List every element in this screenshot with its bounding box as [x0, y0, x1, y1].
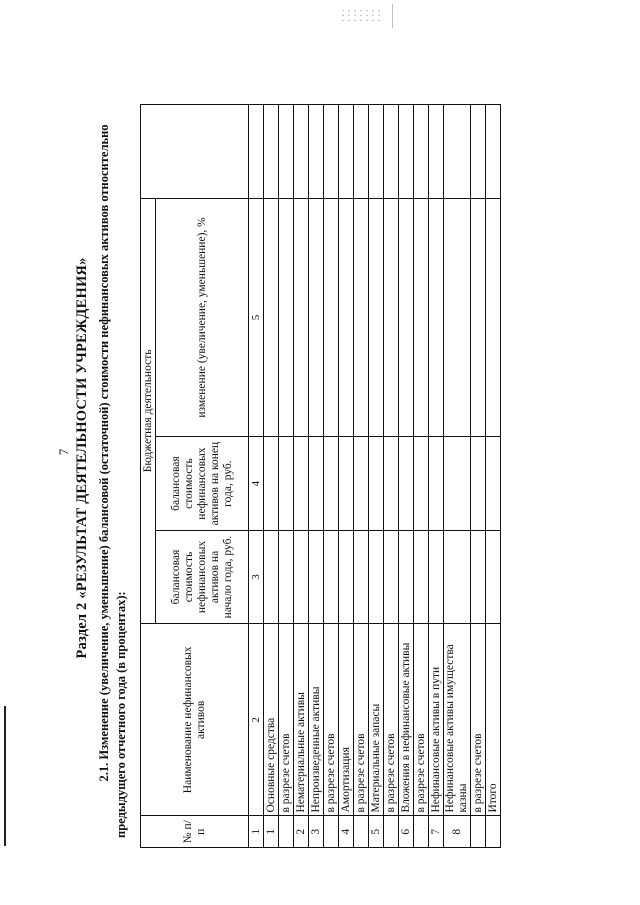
table-row [399, 105, 414, 848]
row-asset-name: в разрезе счетов [324, 624, 339, 816]
row-asset-name: в разрезе счетов [354, 624, 369, 816]
row-end-value [279, 437, 294, 530]
table-row [309, 105, 324, 848]
row-blank [399, 105, 414, 199]
row-change-percent [399, 198, 414, 437]
column-number: 3 [249, 530, 264, 623]
table-row [354, 105, 369, 848]
row-asset-name: Итого [486, 624, 501, 816]
row-start-value [339, 530, 354, 623]
row-blank [384, 105, 399, 199]
header-row-group [141, 105, 156, 848]
row-change-percent [429, 198, 444, 437]
table-row [264, 105, 279, 848]
table-row [369, 105, 384, 848]
header-start-value: балансовая стоимость нефинансовых активов на начало года, руб. [156, 530, 249, 623]
row-change-percent [294, 198, 309, 437]
row-blank [444, 105, 471, 199]
column-number-row [249, 105, 264, 848]
header-name: Наименование нефинансовых активов [141, 624, 249, 816]
row-start-value [294, 530, 309, 623]
row-asset-name: Основные средства [264, 624, 279, 816]
row-start-value [486, 530, 501, 623]
row-change-percent [339, 198, 354, 437]
header-budget-activity: Бюджетная деятельность [141, 198, 156, 624]
row-asset-name: Непроизведенные активы [309, 624, 324, 816]
row-number: 6 [399, 816, 414, 848]
row-start-value [444, 530, 471, 623]
row-number [324, 816, 339, 848]
row-end-value [414, 437, 429, 530]
row-blank [369, 105, 384, 199]
row-end-value [309, 437, 324, 530]
table-row [339, 105, 354, 848]
column-number: 1 [249, 816, 264, 848]
table-row [486, 105, 501, 848]
row-asset-name: в разрезе счетов [279, 624, 294, 816]
row-number: 2 [294, 816, 309, 848]
table-row [414, 105, 429, 848]
column-number-blank [249, 105, 264, 199]
row-blank [354, 105, 369, 199]
row-blank [414, 105, 429, 199]
row-blank [264, 105, 279, 199]
row-blank [324, 105, 339, 199]
row-start-value [309, 530, 324, 623]
row-number [384, 816, 399, 848]
row-asset-name: Нефинансовые активы имущества казны [444, 624, 471, 816]
row-number: 8 [444, 816, 471, 848]
table-row [279, 105, 294, 848]
row-blank [294, 105, 309, 199]
row-start-value [471, 530, 486, 623]
column-number: 4 [249, 437, 264, 530]
row-number [471, 816, 486, 848]
header-change-percent: изменение (увеличение, уменьшение), % [156, 198, 249, 437]
row-change-percent [369, 198, 384, 437]
row-number [414, 816, 429, 848]
row-change-percent [354, 198, 369, 437]
row-number: 5 [369, 816, 384, 848]
row-change-percent [264, 198, 279, 437]
header-end-value: балансовая стоимость нефинансовых активов на конец года, руб. [156, 437, 249, 530]
scan-noise-tick [392, 4, 393, 28]
row-asset-name: в разрезе счетов [414, 624, 429, 816]
row-end-value [429, 437, 444, 530]
row-number [486, 816, 501, 848]
row-end-value [444, 437, 471, 530]
row-blank [471, 105, 486, 199]
row-number: 3 [309, 816, 324, 848]
row-asset-name: Нематериальные активы [294, 624, 309, 816]
row-end-value [264, 437, 279, 530]
header-no: № п/п [141, 816, 249, 848]
row-start-value [429, 530, 444, 623]
assets-table [140, 104, 501, 848]
row-asset-name: в разрезе счетов [471, 624, 486, 816]
table-row [444, 105, 471, 848]
header-blank [141, 105, 249, 199]
row-number: 4 [339, 816, 354, 848]
row-end-value [369, 437, 384, 530]
row-blank [279, 105, 294, 199]
table-row [324, 105, 339, 848]
subsection-title-line1: 2.1. Изменение (увеличение, уменьшение) балансовой (остаточной) стоимости нефинансовых активов относительно [97, 124, 111, 782]
row-end-value [399, 437, 414, 530]
column-number: 2 [249, 624, 264, 816]
row-start-value [399, 530, 414, 623]
table-row [384, 105, 399, 848]
row-blank [486, 105, 501, 199]
subsection-title-line2: предыдущего отчетного года (в процентах): [114, 591, 128, 838]
row-end-value [384, 437, 399, 530]
table-row [471, 105, 486, 848]
page-number: 7 [56, 448, 71, 456]
row-blank [339, 105, 354, 199]
row-number: 1 [264, 816, 279, 848]
row-start-value [384, 530, 399, 623]
row-number: 7 [429, 816, 444, 848]
row-asset-name: Материальные запасы [369, 624, 384, 816]
table-row [429, 105, 444, 848]
row-change-percent [279, 198, 294, 437]
row-start-value [369, 530, 384, 623]
row-start-value [324, 530, 339, 623]
row-number [279, 816, 294, 848]
row-end-value [339, 437, 354, 530]
row-blank [429, 105, 444, 199]
row-start-value [264, 530, 279, 623]
row-end-value [471, 437, 486, 530]
row-asset-name: Амортизация [339, 624, 354, 816]
scan-noise [340, 8, 380, 22]
row-asset-name: в разрезе счетов [384, 624, 399, 816]
row-change-percent [324, 198, 339, 437]
row-change-percent [444, 198, 471, 437]
row-change-percent [486, 198, 501, 437]
row-change-percent [471, 198, 486, 437]
row-change-percent [384, 198, 399, 437]
row-asset-name: Вложения в нефинансовые активы [399, 624, 414, 816]
row-end-value [294, 437, 309, 530]
row-start-value [354, 530, 369, 623]
row-end-value [354, 437, 369, 530]
table-row [294, 105, 309, 848]
scan-edge-mark [4, 706, 6, 846]
row-change-percent [414, 198, 429, 437]
row-blank [309, 105, 324, 199]
row-end-value [486, 437, 501, 530]
section-title: Раздел 2 «РЕЗУЛЬТАТ ДЕЯТЕЛЬНОСТИ УЧРЕЖДЕНИЯ» [74, 257, 90, 659]
row-start-value [414, 530, 429, 623]
subsection-title [96, 68, 130, 838]
row-end-value [324, 437, 339, 530]
row-start-value [279, 530, 294, 623]
column-number: 5 [249, 198, 264, 437]
row-number [354, 816, 369, 848]
row-asset-name: Нефинансовые активы в пути [429, 624, 444, 816]
rotated-page [56, 68, 499, 848]
row-change-percent [309, 198, 324, 437]
